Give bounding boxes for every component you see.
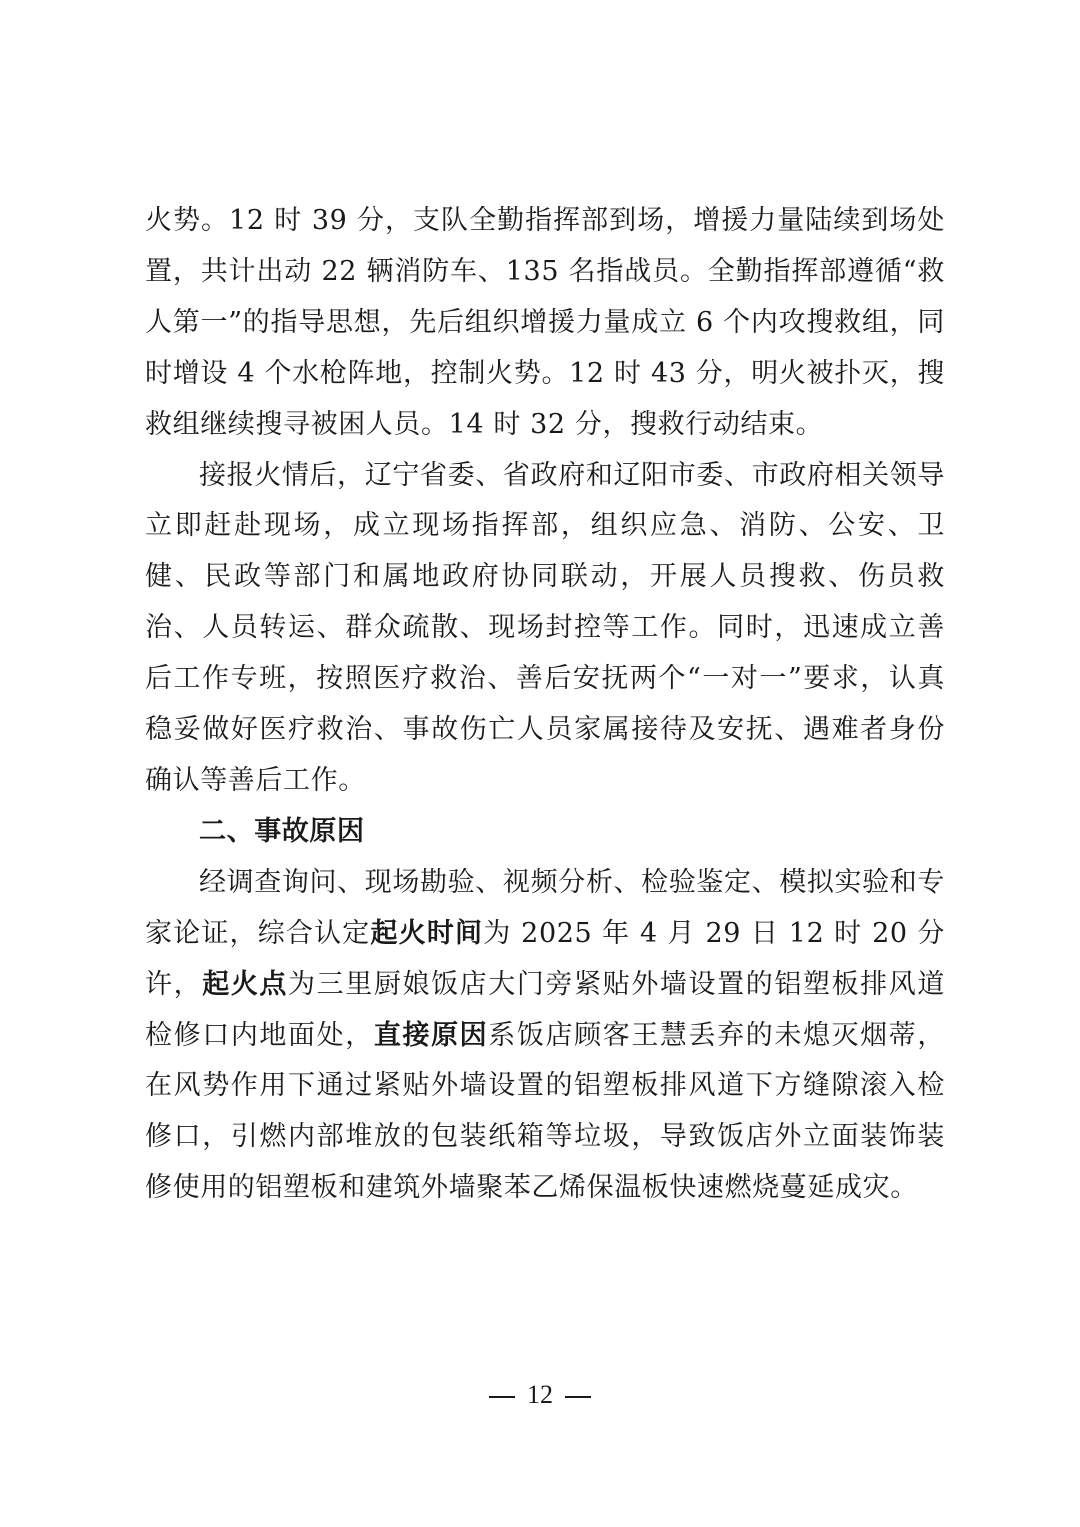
left-dash-decoration <box>489 1396 515 1398</box>
cause-key-term-direct-cause: 直接原因 <box>373 1019 489 1051</box>
paragraph-emergency-coordination: 接报火情后，辽宁省委、省政府和辽阳市委、市政府相关领导立即赶赴现场，成立现场指挥部，组织应急、消防、公安、卫健、民政等部门和属地政府协同联动，开展人员搜救、伤员救治、人员转运、群众疏散、现场封控等工作。同时，迅速成立善后工作专班，按照医疗救治、善后安抚两个“一对一”要求，认真稳妥做好医疗救治、事故伤亡人员家属接待及安抚、遇难者身份确认等善后工作。 <box>145 459 945 796</box>
document-body <box>145 196 945 1214</box>
page-number: 12 <box>527 1380 553 1409</box>
page-number-footer <box>0 1380 1080 1410</box>
section-heading-accident-cause: 二、事故原因 <box>199 815 365 847</box>
cause-text-segment: 为 2025 年 4 月 29 日 12 时 20 分许， <box>145 917 945 1000</box>
cause-key-term-ignition-point: 起火点 <box>202 968 289 1000</box>
paragraph-accident-cause <box>145 858 945 1214</box>
cause-text-segment: 为三里厨娘饭店大门旁紧贴外墙设置的铝塑板排风道检修口内地面处， <box>145 968 945 1051</box>
cause-text-segment: 经调查询问、现场勘验、视频分析、检验鉴定、模拟实验和专家论证，综合认定 <box>145 866 945 949</box>
cause-text-segment: 系饭店顾客王慧丢弃的未熄灭烟蒂，在风势作用下通过紧贴外墙设置的铝塑板排风道下方缝隙滚入检修口，引燃内部堆放的包装纸箱等垃圾，导致饭店外立面装饰装修使用的铝塑板和建筑外墙聚苯乙烯保温板快速燃烧蔓延成灾。 <box>145 1019 945 1204</box>
paragraph-fire-response: 火势。12 时 39 分，支队全勤指挥部到场，增援力量陆续到场处置，共计出动 22 辆消防车、135 名指战员。全勤指挥部遵循“救人第一”的指导思想，先后组织增援力量成立 6 个内攻搜救组，同时增设 4 个水枪阵地，控制火势。12 时 43 分，明火被扑灭，搜救组继续搜寻被困人员。14 时 32 分，搜救行动结束。 <box>145 205 945 440</box>
cause-key-term-ignition-time: 起火时间 <box>370 917 484 949</box>
right-dash-decoration <box>565 1396 591 1398</box>
